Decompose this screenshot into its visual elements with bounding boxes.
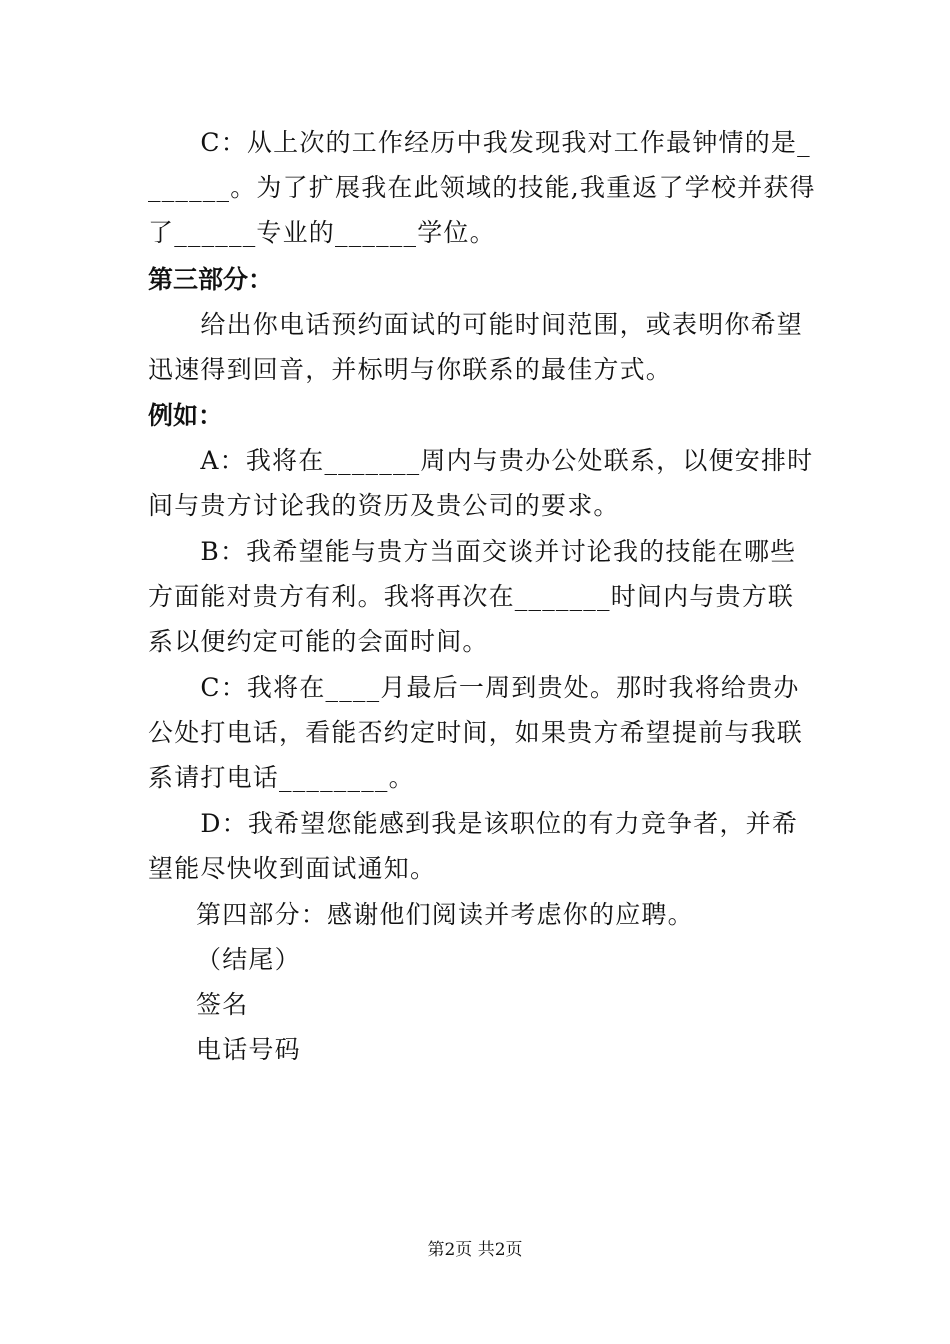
text-phone-number: 电话号码 bbox=[196, 1035, 301, 1064]
page-footer-indicator: 第2页 共2页 bbox=[427, 1240, 523, 1260]
heading-example: 例如： bbox=[148, 401, 224, 430]
paragraph-example-b: B：我希望能与贵方当面交谈并讨论我的技能在哪些方面能对贵方有利。我将再次在_______时间内与贵方联系以便约定可能的会面时间。 bbox=[148, 537, 797, 656]
text-signature: 签名 bbox=[196, 990, 249, 1019]
paragraph-c-work-history: C：从上次的工作经历中我发现我对工作最钟情的是_______。为了扩展我在此领域的技能,我重返了学校并获得了______专业的______学位。 bbox=[148, 128, 816, 247]
heading-part-three: 第三部分： bbox=[148, 265, 274, 294]
paragraph-example-c: C：我将在____月最后一周到贵处。那时我将给贵办公处打电话，看能否约定时间，如果贵方希望提前与我联系请打电话________。 bbox=[148, 673, 804, 792]
paragraph-part-three-body: 给出你电话预约面试的可能时间范围，或表明你希望迅速得到回音，并标明与你联系的最佳方式。 bbox=[148, 310, 804, 384]
text-ending: （结尾） bbox=[196, 945, 301, 974]
paragraph-example-a: A：我将在_______周内与贵办公处联系，以便安排时间与贵方讨论我的资历及贵公司的要求。 bbox=[148, 446, 814, 520]
paragraph-example-d: D：我希望您能感到我是该职位的有力竞争者，并希望能尽快收到面试通知。 bbox=[148, 809, 799, 883]
paragraph-part-four: 第四部分：感谢他们阅读并考虑你的应聘。 bbox=[196, 900, 694, 929]
